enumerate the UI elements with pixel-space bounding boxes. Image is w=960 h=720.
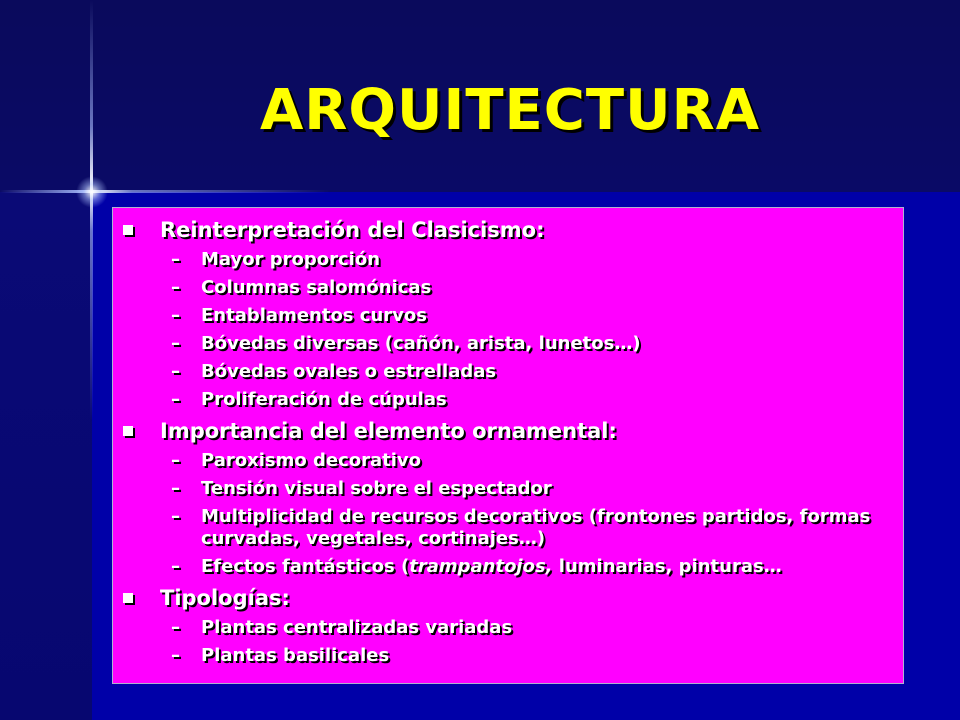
sub-bullet: [113, 448, 903, 476]
dash-bullet-icon: –: [171, 389, 180, 410]
light-flare-horizontal: [0, 190, 330, 193]
sub-bullet: [113, 387, 903, 415]
bullet-heading-text: Importancia del elemento ornamental:: [160, 419, 617, 443]
dash-bullet-icon: –: [171, 277, 180, 298]
light-flare-vertical: [90, 0, 93, 420]
sub-bullet-text: Mayor proporción: [201, 249, 381, 270]
sub-bullet-text: Tensión visual sobre el espectador: [201, 478, 552, 499]
square-bullet-icon: [123, 225, 133, 235]
bullet-heading-text: Reinterpretación del Clasicismo:: [160, 218, 545, 242]
square-bullet-icon: [123, 426, 133, 436]
square-bullet-icon: [123, 593, 133, 603]
dash-bullet-icon: –: [171, 556, 180, 577]
dash-bullet-icon: –: [171, 645, 180, 666]
sub-bullet-text-italic: trampantojos,: [409, 556, 553, 577]
dash-bullet-icon: –: [171, 361, 180, 382]
dash-bullet-icon: –: [171, 478, 180, 499]
bullet-heading: [113, 415, 903, 448]
sub-bullet-text: Columnas salomónicas: [201, 277, 432, 298]
sub-bullet-text: Multiplicidad de recursos decorativos (frontones partidos, formas curvadas, vegetales, cortinajes…): [201, 506, 871, 549]
sub-bullet-text-prefix: Efectos fantásticos (: [201, 556, 410, 577]
sub-bullet: [113, 331, 903, 359]
content-panel: [112, 207, 904, 684]
sub-bullet: [113, 476, 903, 504]
bullet-heading-text: Tipologías:: [160, 586, 290, 610]
sub-bullet: [113, 275, 903, 303]
slide-title: ARQUITECTURA: [259, 78, 761, 143]
dash-bullet-icon: –: [171, 450, 180, 471]
sub-bullet-text-suffix: luminarias, pinturas…: [552, 556, 782, 577]
sub-bullet-text: Bóvedas ovales o estrelladas: [201, 361, 497, 382]
dash-bullet-icon: –: [171, 333, 180, 354]
sub-bullet-text: Proliferación de cúpulas: [201, 389, 447, 410]
sub-bullet: [113, 359, 903, 387]
light-flare-center: [76, 176, 108, 208]
bullet-heading: [113, 582, 903, 615]
sub-bullet: [113, 554, 903, 582]
sub-bullet-text: Plantas basilicales: [201, 645, 390, 666]
bullet-heading: [113, 214, 903, 247]
sub-bullet: [113, 615, 903, 643]
dash-bullet-icon: –: [171, 506, 180, 527]
sub-bullet: [113, 247, 903, 275]
sub-bullet: [113, 303, 903, 331]
dash-bullet-icon: –: [171, 305, 180, 326]
sub-bullet-text: Bóvedas diversas (cañón, arista, lunetos…): [201, 333, 641, 354]
sub-bullet: [113, 643, 903, 671]
dash-bullet-icon: –: [171, 617, 180, 638]
dash-bullet-icon: –: [171, 249, 180, 270]
sub-bullet: [113, 504, 903, 554]
sub-bullet-text: Entablamentos curvos: [201, 305, 427, 326]
sub-bullet-text: Paroxismo decorativo: [201, 450, 422, 471]
sub-bullet-text: Plantas centralizadas variadas: [201, 617, 513, 638]
